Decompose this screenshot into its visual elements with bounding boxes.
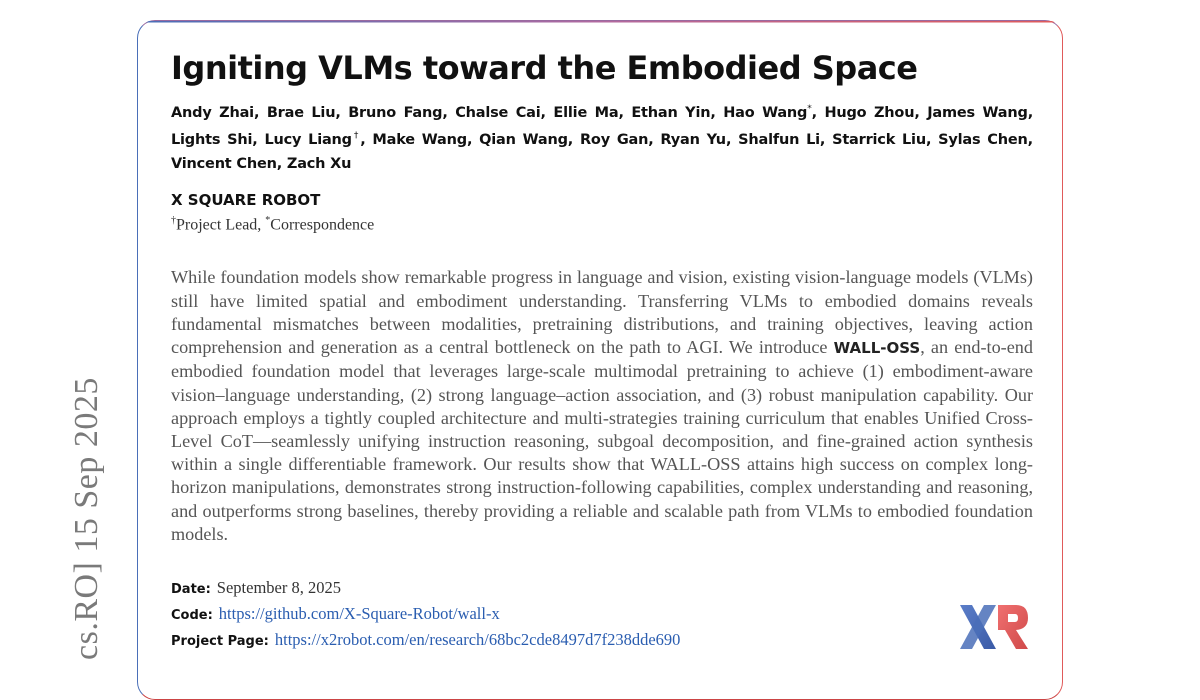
author-name: Andy Zhai — [171, 104, 254, 121]
project-lead-note: Project Lead, — [176, 216, 266, 234]
author-name: James Wang — [927, 104, 1028, 121]
author-name: Starrick Liu — [832, 132, 926, 149]
author-name: Hao Wang* — [723, 104, 812, 121]
author-name: Brae Liu — [266, 104, 336, 121]
code-link[interactable]: https://github.com/X-Square-Robot/wall-x — [218, 603, 500, 623]
author-name: Lights Shi — [171, 132, 253, 149]
author-name: Chalse Cai — [455, 104, 541, 121]
organization: X SQUARE ROBOT — [171, 191, 321, 210]
paper-title: Igniting VLMs toward the Embodied Space — [171, 49, 918, 87]
xr-logo-icon — [958, 603, 1030, 653]
author-mark: † — [351, 131, 361, 142]
project-label: Project Page: — [171, 633, 269, 649]
paper-header — [171, 44, 1033, 654]
author-name: Zach Xu — [286, 155, 352, 172]
author-name: Ryan Yu — [660, 132, 726, 149]
arxiv-side-stamp — [24, 330, 105, 660]
dagger-mark: † — [171, 215, 176, 227]
author-list: Andy Zhai, Brae Liu, Bruno Fang, Chalse Cai, Ellie Ma, Ethan Yin, Hao Wang*, Hugo Zhou, James Wang, Lights Shi, Lucy Liang†, Make Wang, Qian Wang, Roy Gan, Ryan Yu, Shalfun Li, Starrick Liu, Sylas Chen, Vincent Chen, Zach Xu — [171, 104, 1033, 172]
date-label: Date: — [171, 581, 211, 597]
author-name: Vincent Chen — [171, 155, 277, 172]
author-name: Sylas Chen — [938, 132, 1028, 149]
author-name: Lucy Liang† — [264, 131, 361, 149]
author-name: Bruno Fang — [348, 104, 443, 121]
abstract-text-2: , an end-to-end embodied foundation model that leverages large-scale multimodal pretraining to achieve (1) embodiment-aware vision–language understanding, (2) strong language–action association, and (3) robust manipulation capability. Our approach employs a tightly coupled architecture and multi-strategies training curriculum that enables Unified Cross-Level CoT—seamlessly unifying instruction reasoning, subgoal decomposition, and fine-grained action synthesis within a single differentiable framework. Our results show that WALL-OSS attains high success on complex long-horizon manipulations, demonstrates strong instruction-following capabilities, complex understanding and reasoning, and outperforms strong baselines, thereby providing a reliable and scalable path from VLMs to embodied foundation models. — [171, 337, 1033, 544]
author-name: Ethan Yin — [631, 104, 711, 121]
author-name: Hugo Zhou — [824, 104, 915, 121]
arxiv-stamp-text: cs.RO] 15 Sep 2025 — [68, 377, 105, 660]
author-mark: * — [807, 104, 812, 114]
author-notes — [171, 210, 1033, 236]
abstract — [171, 266, 1033, 545]
model-name: WALL-OSS — [833, 339, 921, 358]
project-page-link[interactable]: https://x2robot.com/en/research/68bc2cde8497d7f238dde690 — [274, 629, 681, 649]
author-name: Ellie Ma — [553, 104, 619, 121]
date-value: September 8, 2025 — [216, 577, 341, 597]
author-name: Shalfun Li — [738, 132, 820, 149]
author-name: Roy Gan — [579, 132, 649, 149]
author-name: Make Wang — [372, 132, 467, 149]
project-row — [171, 628, 1033, 654]
abstract-text-1: While foundation models show remarkable progress in language and vision, existing vision-language models (VLMs) still have limited spatial and embodiment understanding. Transferring VLMs to embodied domains reveals fundamental mismatches between modalities, pretraining distributions, and training objectives, leaving action comprehension and generation as a central bottleneck on the path to AGI. We introduce — [171, 267, 1033, 358]
code-label: Code: — [171, 607, 213, 623]
author-name: Qian Wang — [479, 132, 568, 149]
paper-meta — [171, 576, 1033, 654]
correspondence-note: Correspondence — [270, 216, 375, 234]
star-mark: * — [265, 215, 271, 227]
date-row — [171, 576, 1033, 602]
code-row — [171, 602, 1033, 628]
